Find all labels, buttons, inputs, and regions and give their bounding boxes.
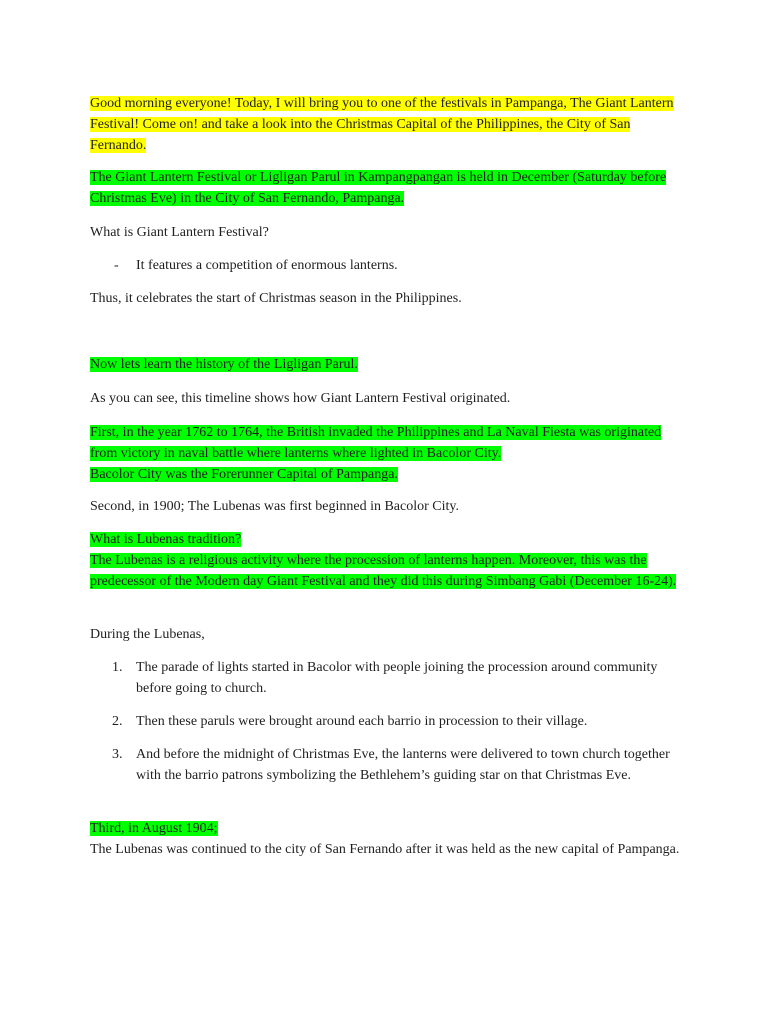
lubenas-paragraph bbox=[90, 529, 680, 592]
list-item-text: And before the midnight of Christmas Eve, the lanterns were delivered to town church together with the barrio patrons symbolizing the Bethlehem’s guiding star on that Christmas Eve. bbox=[136, 747, 670, 783]
third-body-text: The Lubenas was continued to the city of San Fernando after it was held as the new capital of Pampanga. bbox=[90, 842, 680, 857]
feature-item-text: It features a competition of enormous lanterns. bbox=[136, 258, 398, 273]
history-intro-paragraph bbox=[90, 354, 680, 375]
first-paragraph bbox=[90, 422, 680, 485]
celebrates-paragraph bbox=[90, 288, 680, 309]
second-paragraph bbox=[90, 496, 680, 517]
question-what-paragraph bbox=[90, 222, 680, 243]
third-heading-text: Third, in August 1904; bbox=[90, 821, 218, 836]
list-item-text: Then these paruls were brought around each barrio in procession to their village. bbox=[136, 714, 588, 729]
numbered-list-item bbox=[112, 744, 672, 786]
timeline-paragraph bbox=[90, 388, 680, 409]
intro-text: Good morning everyone! Today, I will bring you to one of the festivals in Pampanga, The Giant Lantern Festival! Come on! and take a look into the Christmas Capital of the Philippines, the City of San Fernando. bbox=[90, 96, 674, 153]
feature-list-item bbox=[114, 255, 674, 276]
timeline-text: As you can see, this timeline shows how Giant Lantern Festival originated. bbox=[90, 391, 511, 406]
celebrates-text: Thus, it celebrates the start of Christmas season in the Philippines. bbox=[90, 291, 462, 306]
festival-info-text: The Giant Lantern Festival or Ligligan Parul in Kampangpangan is held in December (Saturday before Christmas Eve) in the City of San Fernando, Pampanga. bbox=[90, 170, 667, 206]
list-number: 3. bbox=[112, 747, 123, 762]
festival-info-paragraph bbox=[90, 167, 680, 209]
dash-bullet: - bbox=[114, 258, 119, 273]
list-item-text: The parade of lights started in Bacolor with people joining the procession around community before going to church. bbox=[136, 660, 658, 696]
lubenas-question-text: What is Lubenas tradition? bbox=[90, 532, 242, 547]
lubenas-answer-text: The Lubenas is a religious activity where the procession of lanterns happen. Moreover, this was the predecessor of the Modern day Giant Festival and they did this during Simbang Gabi (December 16-24). bbox=[90, 553, 677, 589]
third-paragraph bbox=[90, 818, 680, 860]
during-text: During the Lubenas, bbox=[90, 627, 205, 642]
numbered-list-item bbox=[112, 711, 672, 732]
first-line1-text: First, in the year 1762 to 1764, the British invaded the Philippines and La Naval Fiesta was originated from victory in naval battle where lanterns where lighted in Bacolor City. bbox=[90, 425, 662, 461]
question-what-text: What is Giant Lantern Festival? bbox=[90, 225, 269, 240]
first-line2-text: Bacolor City was the Forerunner Capital of Pampanga. bbox=[90, 467, 398, 482]
during-paragraph bbox=[90, 624, 680, 645]
list-number: 2. bbox=[112, 714, 123, 729]
list-number: 1. bbox=[112, 660, 123, 675]
numbered-list-item bbox=[112, 657, 672, 699]
intro-paragraph bbox=[90, 93, 680, 156]
history-intro-text: Now lets learn the history of the Ligligan Parul. bbox=[90, 357, 358, 372]
second-text: Second, in 1900; The Lubenas was first beginned in Bacolor City. bbox=[90, 499, 459, 514]
